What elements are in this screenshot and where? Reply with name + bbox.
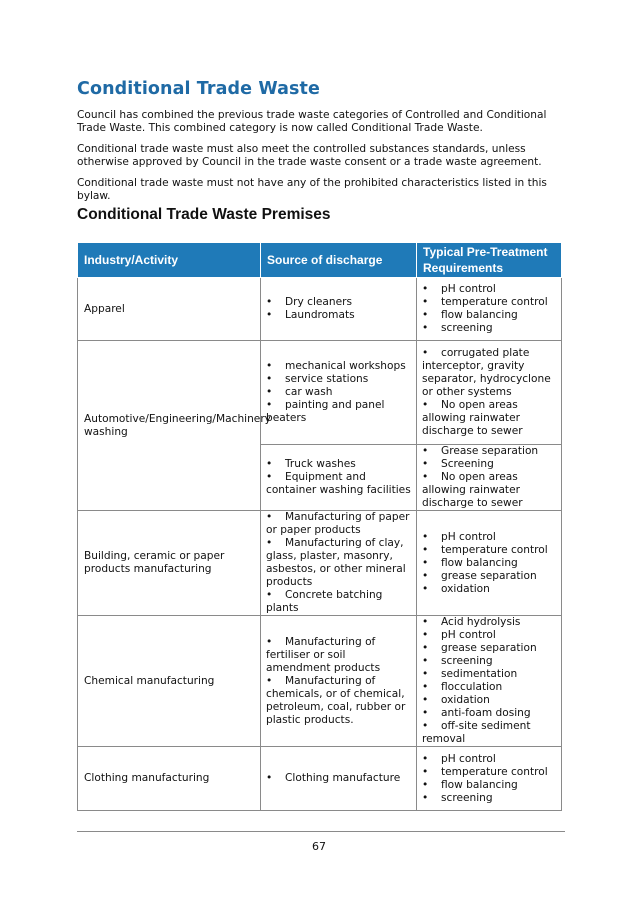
bullet-item: • Manufacturing of fertiliser or soil amendment products [266, 636, 411, 675]
header-industry: Industry/Activity [78, 243, 261, 278]
page-heading: Conditional Trade Waste [77, 79, 320, 99]
bullet-item: • oxidation [422, 583, 556, 596]
table-row [78, 616, 562, 747]
bullet-item: • painting and panel beaters [266, 399, 411, 425]
bullet-item: • screening [422, 322, 556, 335]
section-heading: Conditional Trade Waste Premises [77, 206, 331, 223]
bullet-item: • flow balancing [422, 779, 556, 792]
bullet-item: • oxidation [422, 694, 556, 707]
bullet-item: • sedimentation [422, 668, 556, 681]
bullet-item: • grease separation [422, 642, 556, 655]
bullet-item: • pH control [422, 531, 556, 544]
bullet-item: • Manufacturing of clay, glass, plaster, masonry, asbestos, or other mineral products [266, 537, 411, 589]
bullet-item: • anti-foam dosing [422, 707, 556, 720]
treatment-cell [417, 616, 562, 747]
table-row [78, 341, 562, 445]
bullet-item: • Manufacturing of chemicals, or of chemical, petroleum, coal, rubber or plastic products. [266, 675, 411, 727]
bullet-item: • Clothing manufacture [266, 772, 411, 785]
industry-cell: Chemical manufacturing [78, 616, 261, 747]
table-row [78, 747, 562, 811]
table-header-row [78, 243, 562, 278]
treatment-cell [417, 278, 562, 341]
bullet-item: • Manufacturing of paper or paper products [266, 511, 411, 537]
bullet-item: • grease separation [422, 570, 556, 583]
bullet-item: • service stations [266, 373, 411, 386]
paragraph-combined-category: Council has combined the previous trade waste categories of Controlled and Conditional Trade Waste. This combined category is now called Conditional Trade Waste. [77, 109, 547, 134]
source-cell [261, 616, 417, 747]
bullet-item: • flow balancing [422, 309, 556, 322]
industry-cell: Clothing manufacturing [78, 747, 261, 811]
bullet-item: • Equipment and container washing facilities [266, 471, 411, 497]
bullet-item: • screening [422, 655, 556, 668]
premises-table [77, 242, 562, 811]
header-treatment: Typical Pre-Treatment Requirements [417, 243, 562, 278]
footer-divider [77, 831, 565, 832]
bullet-item: • mechanical workshops [266, 360, 411, 373]
treatment-cell [417, 341, 562, 445]
bullet-item: • temperature control [422, 544, 556, 557]
bullet-item: • corrugated plate interceptor, gravity separator, hydrocyclone or other systems [422, 347, 556, 399]
treatment-cell [417, 747, 562, 811]
table-row [78, 278, 562, 341]
bullet-item: • Dry cleaners [266, 296, 411, 309]
paragraph-prohibited: Conditional trade waste must not have any of the prohibited characteristics listed in this bylaw. [77, 177, 547, 202]
treatment-cell [417, 511, 562, 616]
bullet-item: • Concrete batching plants [266, 589, 411, 615]
header-source: Source of discharge [261, 243, 417, 278]
source-cell [261, 278, 417, 341]
bullet-item: • car wash [266, 386, 411, 399]
bullet-item: • Laundromats [266, 309, 411, 322]
bullet-item: • temperature control [422, 296, 556, 309]
industry-cell: Automotive/Engineering/Machinery washing [78, 341, 261, 511]
bullet-item: • No open areas allowing rainwater discharge to sewer [422, 471, 556, 510]
page-number: 67 [312, 840, 326, 853]
bullet-item: • Truck washes [266, 458, 411, 471]
bullet-item: • Grease separation [422, 445, 556, 458]
paragraph-controlled-substances: Conditional trade waste must also meet the controlled substances standards, unless otherwise approved by Council in the trade waste consent or a trade waste agreement. [77, 143, 542, 168]
bullet-item: • flocculation [422, 681, 556, 694]
bullet-item: • temperature control [422, 766, 556, 779]
source-cell [261, 445, 417, 511]
bullet-item: • pH control [422, 753, 556, 766]
bullet-item: • screening [422, 792, 556, 805]
bullet-item: • flow balancing [422, 557, 556, 570]
source-cell [261, 341, 417, 445]
industry-cell: Building, ceramic or paper products manufacturing [78, 511, 261, 616]
treatment-cell [417, 445, 562, 511]
source-cell [261, 511, 417, 616]
bullet-item: • pH control [422, 629, 556, 642]
bullet-item: • Acid hydrolysis [422, 616, 556, 629]
table-row [78, 511, 562, 616]
bullet-item: • No open areas allowing rainwater discharge to sewer [422, 399, 556, 438]
industry-cell: Apparel [78, 278, 261, 341]
bullet-item: • pH control [422, 283, 556, 296]
source-cell [261, 747, 417, 811]
bullet-item: • Screening [422, 458, 556, 471]
bullet-item: • off-site sediment removal [422, 720, 556, 746]
